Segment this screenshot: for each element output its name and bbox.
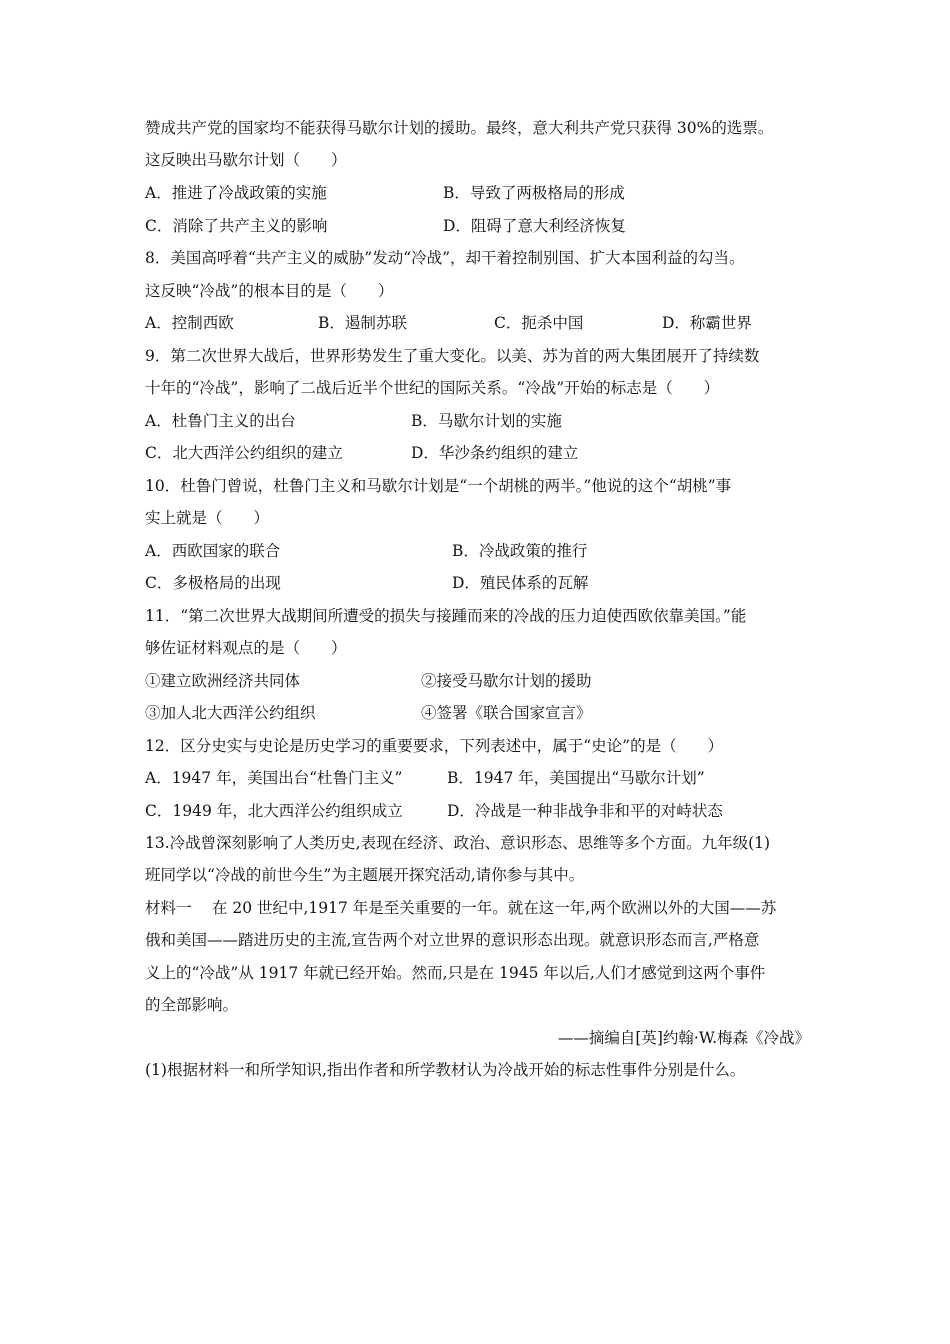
q11-stem-line-2: 够佐证材料观点的是（ ） — [145, 639, 347, 657]
q9-stem-line-1: 9．第二次世界大战后，世界形势发生了重大变化。以美、苏为首的两大集团展开了持续数 — [145, 347, 760, 365]
q9-option-d[interactable]: D．华沙条约组织的建立 — [411, 444, 579, 462]
q13-material-line-3: 义上的“冷战”从 1917 年就已经开始。然而,只是在 1945 年以后,人们才感觉到这两个事件 — [145, 964, 766, 982]
q8-option-c[interactable]: C．扼杀中国 — [494, 314, 584, 332]
q13-subquestion-1: (1)根据材料一和所学知识,指出作者和所学教材认为冷战开始的标志性事件分别是什么。 — [145, 1061, 746, 1079]
q7-option-c[interactable]: C．消除了共产主义的影响 — [145, 217, 328, 235]
q11-stem-line-1: 11．“第二次世界大战期间所遭受的损失与接踵而来的冷战的压力迫使西欧依靠美国。”能 — [145, 607, 747, 625]
q10-stem-line-1: 10．杜鲁门曾说，杜鲁门主义和马歇尔计划是“一个胡桃的两半。”他说的这个“胡桃”事 — [145, 477, 732, 495]
q8-option-a[interactable]: A．控制西欧 — [145, 314, 234, 332]
q10-option-a[interactable]: A．西欧国家的联合 — [145, 542, 281, 560]
q7-stem-line-1: 赞成共产党的国家均不能获得马歇尔计划的援助。最终，意大利共产党只获得 30%的选票。 — [145, 119, 774, 137]
q8-option-d[interactable]: D．称霸世界 — [662, 314, 752, 332]
q7-option-b[interactable]: B．导致了两极格局的形成 — [443, 184, 625, 202]
q13-material-source: ——摘编自[英]约翰·W.梅森《冷战》 — [557, 1029, 810, 1047]
q7-option-d[interactable]: D．阻碍了意大利经济恢复 — [443, 217, 626, 235]
q9-option-a[interactable]: A．杜鲁门主义的出台 — [145, 412, 296, 430]
q8-stem-line-2: 这反映“冷战”的根本目的是（ ） — [145, 282, 394, 300]
q12-option-d[interactable]: D．冷战是一种非战争非和平的对峙状态 — [447, 802, 723, 820]
q10-option-d[interactable]: D．殖民体系的瓦解 — [452, 574, 589, 592]
q13-material-line-4: 的全部影响。 — [145, 996, 239, 1014]
q11-option-4[interactable]: ④签署《联合国家宣言》 — [421, 704, 592, 722]
q11-option-2[interactable]: ②接受马歇尔计划的援助 — [421, 672, 592, 690]
q11-option-3[interactable]: ③加人北大西洋公约组织 — [145, 704, 316, 722]
q13-stem-line-1: 13.冷战曾深刻影响了人类历史,表现在经济、政治、意识形态、思维等多个方面。九年级(1) — [145, 834, 771, 852]
q7-option-a[interactable]: A．推进了冷战政策的实施 — [145, 184, 327, 202]
q10-option-c[interactable]: C．多极格局的出现 — [145, 574, 281, 592]
q9-option-c[interactable]: C．北大西洋公约组织的建立 — [145, 444, 343, 462]
q11-option-1[interactable]: ①建立欧洲经济共同体 — [145, 672, 301, 690]
q13-stem-line-2: 班同学以“冷战的前世今生”为主题展开探究活动,请你参与其中。 — [145, 866, 585, 884]
q7-stem-line-2: 这反映出马歇尔计划（ ） — [145, 151, 347, 169]
q12-option-b[interactable]: B．1947 年，美国提出“马歇尔计划” — [447, 769, 705, 787]
q10-stem-line-2: 实上就是（ ） — [145, 509, 270, 527]
q12-option-c[interactable]: C．1949 年，北大西洋公约组织成立 — [145, 802, 403, 820]
q13-material-line-2: 俄和美国——踏进历史的主流,宣告两个对立世界的意识形态出现。就意识形态而言,严格意 — [145, 931, 760, 949]
q9-stem-line-2: 十年的“冷战”，影响了二战后近半个世纪的国际关系。“冷战”开始的标志是（ ） — [145, 379, 720, 397]
q12-stem: 12．区分史实与史论是历史学习的重要要求，下列表述中，属于“史论”的是（ ） — [145, 737, 724, 755]
q13-material-line-1: 材料一 在 20 世纪中,1917 年是至关重要的一年。就在这一年,两个欧洲以外的大国——苏 — [145, 899, 777, 917]
q12-option-a[interactable]: A．1947 年，美国出台“杜鲁门主义” — [145, 769, 403, 787]
q9-option-b[interactable]: B．马歇尔计划的实施 — [411, 412, 562, 430]
q8-stem-line-1: 8．美国高呼着“共产主义的威胁”发动“冷战”，却干着控制别国、扩大本国利益的勾当。 — [145, 249, 745, 267]
q8-option-b[interactable]: B．遏制苏联 — [318, 314, 407, 332]
q10-option-b[interactable]: B．冷战政策的推行 — [452, 542, 588, 560]
